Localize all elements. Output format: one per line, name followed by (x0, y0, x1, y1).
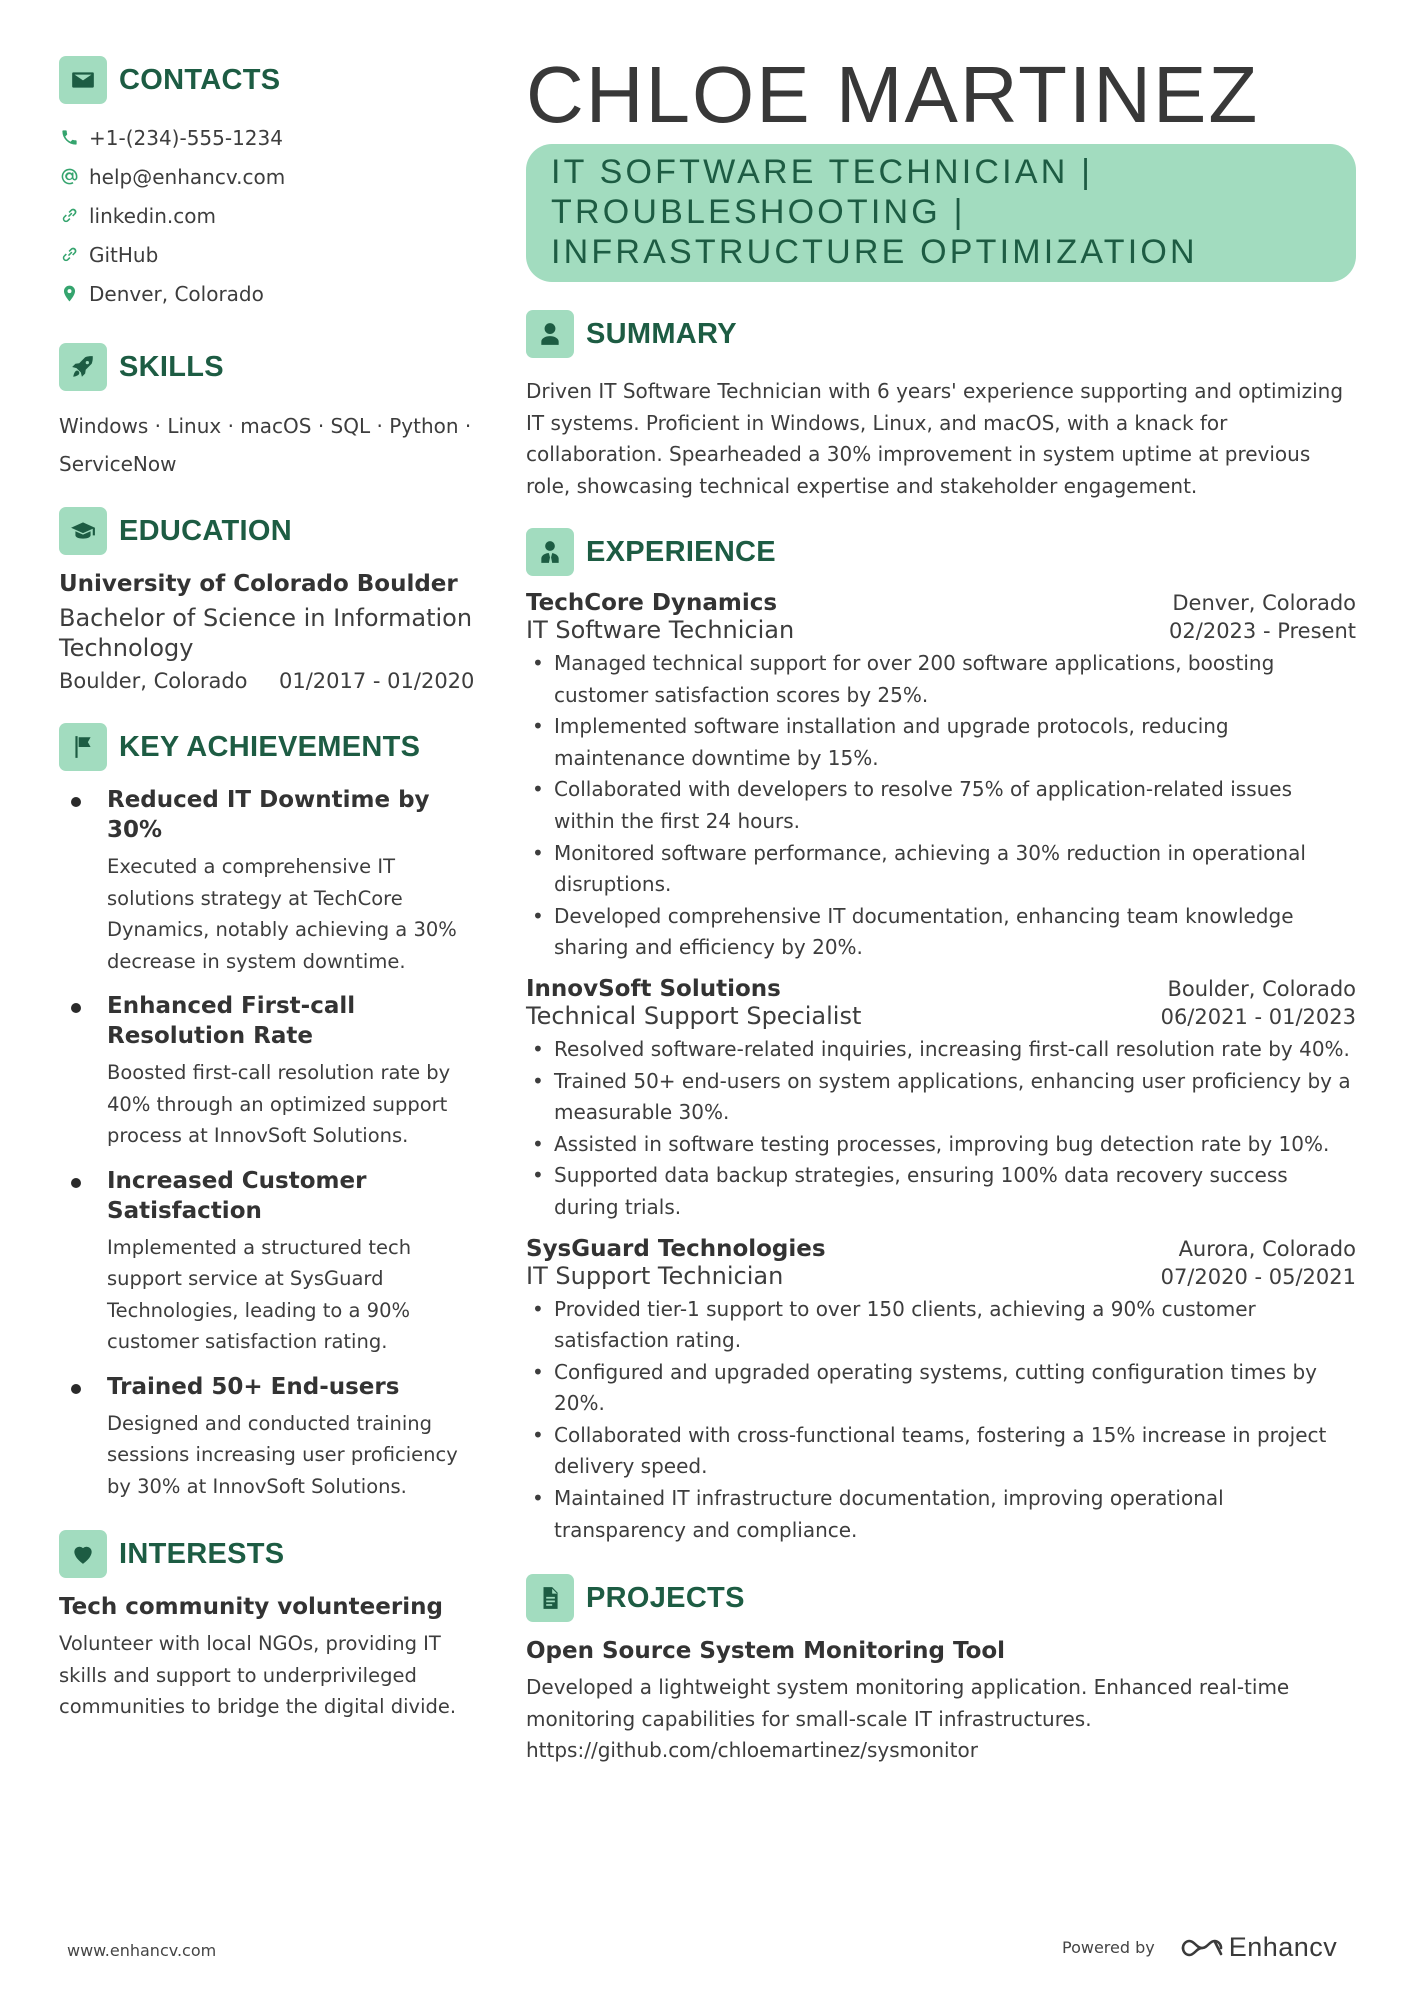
headline-banner: IT SOFTWARE TECHNICIAN | TROUBLESHOOTING | INFRASTRUCTURE OPTIMIZATION (526, 144, 1356, 282)
job-dates: 02/2023 - Present (1169, 619, 1356, 643)
job-dates: 07/2020 - 05/2021 (1160, 1264, 1356, 1289)
job-entry (526, 1236, 1356, 1547)
phone-icon (59, 128, 79, 148)
interests-header (59, 1530, 479, 1578)
contact-list (59, 118, 479, 313)
right-column (526, 50, 1356, 1767)
contact-linkedin[interactable] (59, 196, 479, 235)
summary-header (526, 310, 1356, 358)
project-description: Developed a lightweight system monitoring application. Enhanced real-time monitoring capabilities for small-scale IT infrastructures. (526, 1675, 1290, 1731)
experience-header (526, 528, 1356, 576)
job-bullet: • Trained 50+ end-users on system applications, enhancing user proficiency by a measurable 30%. (526, 1066, 1356, 1129)
envelope-icon (59, 56, 107, 104)
contacts-title: CONTACTS (119, 63, 281, 96)
achievement-title: Enhanced First-call Resolution Rate (107, 993, 356, 1049)
education-title: EDUCATION (119, 514, 292, 547)
contact-phone[interactable] (59, 118, 479, 157)
education-dates: 01/2017 - 01/2020 (279, 669, 475, 693)
interest-desc: Volunteer with local NGOs, providing IT skills and support to underprivileged communities to bridge the digital divide. (59, 1632, 457, 1718)
flag-icon (59, 723, 107, 771)
graduation-cap-icon (59, 507, 107, 555)
job-bullet: • Provided tier-1 support to over 150 clients, achieving a 90% customer satisfaction rating. (526, 1294, 1356, 1357)
at-icon (59, 167, 79, 187)
skills-list (59, 407, 479, 483)
job-bullets (526, 648, 1356, 964)
contact-github-text: GitHub (89, 242, 159, 267)
candidate-name: CHLOE MARTINEZ (526, 50, 1260, 139)
contact-location (59, 274, 479, 313)
job-location: Aurora, Colorado (1178, 1236, 1356, 1261)
summary-text: Driven IT Software Technician with 6 years' experience supporting and optimizing IT systems. Proficient in Windows, Linux, and macOS, with a knack for collaboration. Spearheaded a 30% improvement in system uptime at previous role, showcasing technical expertise and stakeholder engagement. (526, 379, 1344, 498)
rocket-icon (59, 343, 107, 391)
education-header (59, 507, 479, 555)
left-column (59, 56, 479, 1723)
footer-branding (1062, 1932, 1337, 1963)
document-icon (526, 1574, 574, 1622)
contact-phone-text: +1-(234)-555-1234 (89, 125, 283, 150)
job-bullet: • Developed comprehensive IT documentation, enhancing team knowledge sharing and efficiency by 20%. (526, 901, 1356, 964)
job-bullet: • Collaborated with developers to resolve 75% of application-related issues within the first 24 hours. (526, 774, 1356, 837)
achievement-item (59, 991, 479, 1152)
briefcase-person-icon (526, 528, 574, 576)
achievement-title: Reduced IT Downtime by 30% (107, 787, 430, 843)
job-bullet: • Resolved software-related inquiries, increasing first-call resolution rate by 40%. (526, 1034, 1356, 1066)
job-bullet: • Maintained IT infrastructure documentation, improving operational transparency and compliance. (526, 1483, 1356, 1546)
achievements-list (59, 785, 479, 1502)
achievement-desc: Executed a comprehensive IT solutions strategy at TechCore Dynamics, notably achieving a 30% decrease in system downtime. (107, 855, 457, 973)
bullet-dot (71, 1178, 81, 1188)
person-icon (526, 310, 574, 358)
job-header-row (526, 1236, 1356, 1262)
bullet-dot (71, 1384, 81, 1394)
education-degree: Bachelor of Science in Information Technology (59, 604, 473, 662)
location-pin-icon (59, 284, 79, 304)
education-school: University of Colorado Boulder (59, 571, 458, 597)
job-entry (526, 590, 1356, 964)
job-company: InnovSoft Solutions (526, 975, 781, 1002)
enhancv-logo-icon (1179, 1935, 1225, 1961)
achievement-item (59, 1372, 479, 1503)
job-company: SysGuard Technologies (526, 1235, 826, 1262)
job-bullets (526, 1294, 1356, 1547)
contact-github[interactable] (59, 235, 479, 274)
education-location: Boulder, Colorado (59, 669, 248, 693)
job-bullet: • Implemented software installation and upgrade protocols, reducing maintenance downtime by 15%. (526, 711, 1356, 774)
link-icon (59, 206, 79, 226)
job-role: IT Software Technician (526, 616, 795, 644)
job-header-row (526, 976, 1356, 1002)
job-location: Boulder, Colorado (1167, 976, 1356, 1001)
interests-title: INTERESTS (119, 1537, 285, 1570)
enhancv-logo[interactable] (1179, 1932, 1338, 1963)
job-entry (526, 976, 1356, 1224)
skills-line-1: Windows · Linux · macOS · SQL · Python · (59, 414, 472, 438)
projects-title: PROJECTS (586, 1581, 745, 1614)
job-dates: 06/2021 - 01/2023 (1160, 1004, 1356, 1029)
achievements-header (59, 723, 479, 771)
footer-website[interactable]: www.enhancv.com (67, 1941, 217, 1960)
achievement-desc: Implemented a structured tech support service at SysGuard Technologies, leading to a 90% customer satisfaction rating. (107, 1235, 412, 1353)
job-location: Denver, Colorado (1172, 591, 1356, 615)
skills-header (59, 343, 479, 391)
achievement-item (59, 785, 479, 977)
job-bullet: • Assisted in software testing processes, improving bug detection rate by 10%. (526, 1129, 1356, 1161)
contact-email[interactable] (59, 157, 479, 196)
job-role: Technical Support Specialist (526, 1001, 862, 1030)
achievement-title: Trained 50+ End-users (107, 1373, 400, 1400)
summary-title: SUMMARY (586, 317, 737, 350)
projects-header (526, 1574, 1356, 1622)
job-bullet: • Collaborated with cross-functional teams, fostering a 15% increase in project delivery speed. (526, 1420, 1356, 1483)
skills-title: SKILLS (119, 350, 224, 383)
heart-icon (59, 1530, 107, 1578)
project-desc (526, 1672, 1356, 1767)
enhancv-logo-text: Enhancv (1228, 1932, 1338, 1962)
job-bullet: • Supported data backup strategies, ensuring 100% data recovery success during trials. (526, 1160, 1356, 1223)
contact-location-text: Denver, Colorado (89, 281, 264, 306)
job-bullet: • Managed technical support for over 200 software applications, boosting customer satisfaction scores by 25%. (526, 648, 1356, 711)
interest-title: Tech community volunteering (59, 1594, 443, 1620)
achievement-desc: Designed and conducted training sessions increasing user proficiency by 30% at InnovSoft Solutions. (107, 1411, 458, 1498)
contact-email-text: help@enhancv.com (89, 164, 286, 189)
job-company: TechCore Dynamics (526, 590, 778, 616)
job-role-row (526, 616, 1356, 644)
job-bullet: • Monitored software performance, achieving a 30% reduction in operational disruptions. (526, 838, 1356, 901)
job-role: IT Support Technician (526, 1261, 784, 1290)
project-title: Open Source System Monitoring Tool (526, 1638, 1006, 1665)
link-icon (59, 245, 79, 265)
skills-line-2: ServiceNow (59, 452, 177, 476)
bullet-dot (71, 797, 81, 807)
job-role-row (526, 1262, 1356, 1290)
job-bullets (526, 1034, 1356, 1224)
job-role-row (526, 1002, 1356, 1030)
experience-title: EXPERIENCE (586, 535, 776, 568)
education-meta (59, 669, 479, 693)
contact-linkedin-text: linkedin.com (89, 203, 216, 228)
job-header-row (526, 590, 1356, 616)
job-bullet: • Configured and upgraded operating systems, cutting configuration times by 20%. (526, 1357, 1356, 1420)
achievement-desc: Boosted first-call resolution rate by 40% through an optimized support process at InnovSoft Solutions. (107, 1061, 451, 1147)
contacts-header (59, 56, 479, 104)
bullet-dot (71, 1003, 81, 1013)
powered-by-label: Powered by (1062, 1938, 1155, 1957)
achievement-item (59, 1166, 479, 1358)
project-link[interactable]: https://github.com/chloemartinez/sysmonitor (526, 1738, 978, 1763)
achievement-title: Increased Customer Satisfaction (107, 1167, 367, 1224)
achievements-title: KEY ACHIEVEMENTS (119, 730, 421, 763)
